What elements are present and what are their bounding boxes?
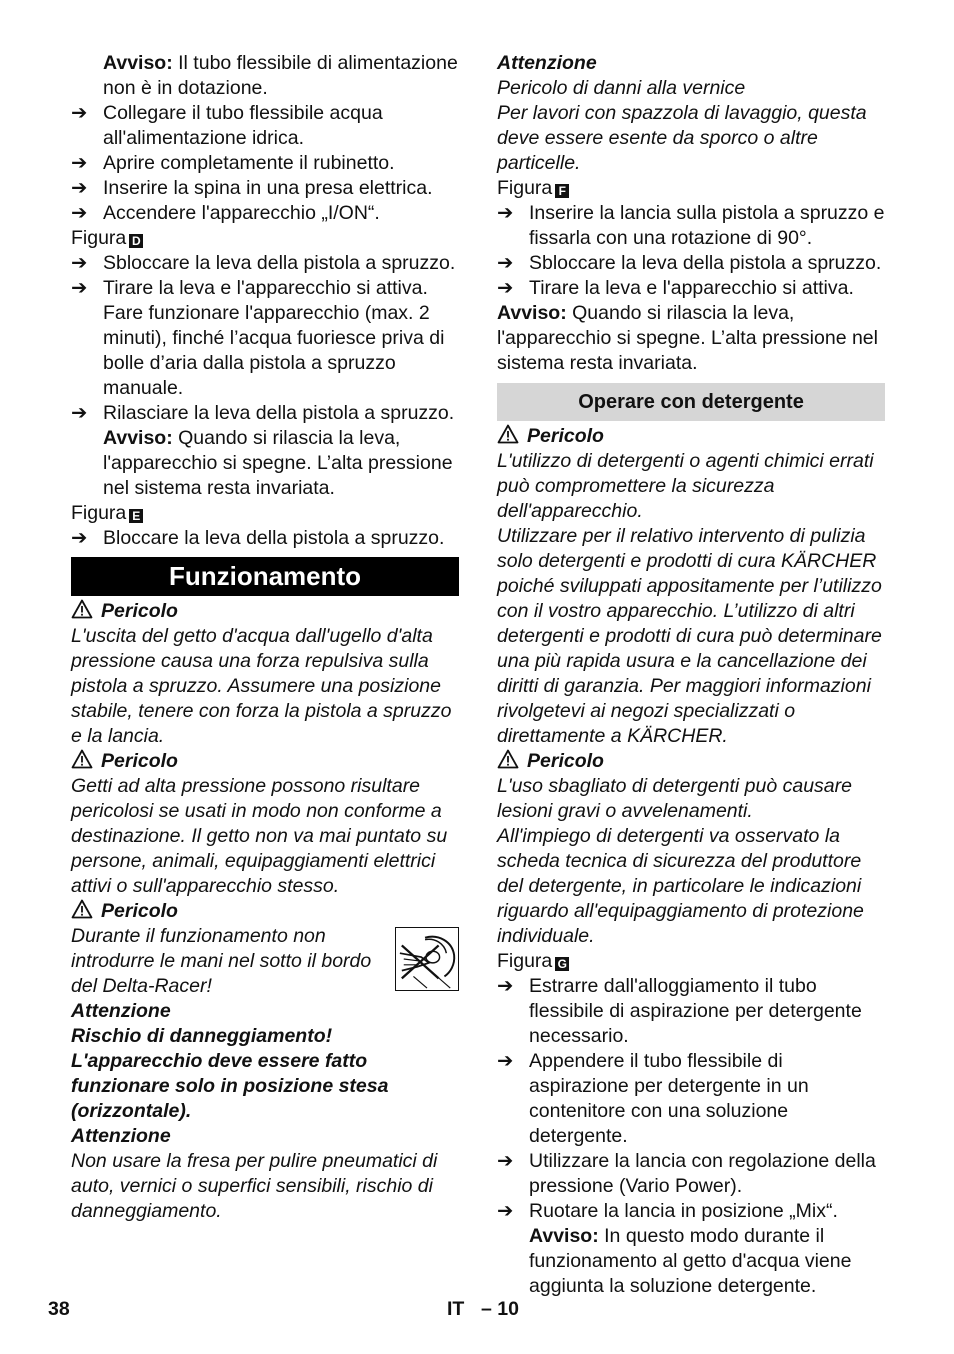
arrow-icon: ➔ [497, 975, 514, 997]
caution-heading: Attenzione [71, 1125, 171, 1147]
arrow-icon: ➔ [71, 402, 88, 424]
caution-text: Rischio di danneggiamento! L'apparecchio deve essere fatto funzionare solo in posizione stesa (orizzontale). [71, 1025, 389, 1122]
arrow-icon: ➔ [71, 177, 88, 199]
hand-under-edge-warning-icon [395, 927, 459, 991]
arrow-icon: ➔ [497, 277, 514, 299]
arrow-icon: ➔ [497, 1050, 514, 1072]
step-item: ➔ Inserire la spina in una presa elettrica. [71, 177, 433, 199]
section-heading-detergente: Operare con detergente [497, 383, 885, 421]
step-item: ➔ Estrarre dall'alloggiamento il tubo flessibile di aspirazione per detergente necessario. [497, 975, 862, 1047]
step-item: ➔ Sbloccare la leva della pistola a spruzzo. [497, 252, 882, 274]
caution-text: Per lavori con spazzola di lavaggio, questa deve essere esente da sporco o altre particelle. [497, 102, 867, 174]
warning-triangle-icon [71, 599, 93, 619]
warning-triangle-icon [71, 899, 93, 919]
arrow-icon: ➔ [497, 1150, 514, 1172]
caution-heading: Attenzione [497, 52, 597, 74]
notice-lever-release: Avviso: Quando si rilascia la leva, l'apparecchio si spegne. L’alta pressione nel sistema resta invariata. [497, 302, 878, 374]
step-item: ➔ Utilizzare la lancia con regolazione della pressione (Vario Power). [497, 1150, 876, 1197]
arrow-icon: ➔ [71, 152, 88, 174]
arrow-icon: ➔ [71, 527, 88, 549]
figure-letter-e: E [129, 509, 143, 523]
danger-with-illustration [71, 924, 459, 999]
figure-letter-f: F [555, 184, 569, 198]
footer-section-page: – 10 [481, 1298, 519, 1320]
arrow-icon: ➔ [497, 1200, 514, 1222]
danger-text: L'uso sbagliato di detergenti può causare lesioni gravi o avvelenamenti. [497, 775, 852, 822]
step-item: ➔ Tirare la leva e l'apparecchio si attiva. [497, 277, 854, 299]
figure-reference-g: Figura G [497, 949, 885, 974]
step-item: ➔ Accendere l'apparecchio „I/ON“. [71, 202, 380, 224]
caution-text: Pericolo di danni alla vernice [497, 77, 746, 99]
warning-triangle-icon [71, 749, 93, 769]
danger-text: Durante il funzionamento non introdurre le mani nel sotto il bordo del Delta-Racer! [71, 925, 372, 997]
danger-heading: Pericolo [497, 749, 885, 774]
step-item: ➔ Collegare il tubo flessibile acqua all'alimentazione idrica. [71, 102, 383, 149]
arrow-icon: ➔ [497, 252, 514, 274]
figure-reference-e: Figura E [71, 501, 459, 526]
figure-reference-f: Figura F [497, 176, 885, 201]
arrow-icon: ➔ [497, 202, 514, 224]
danger-heading: Pericolo [71, 749, 459, 774]
figure-letter-d: D [129, 234, 143, 248]
warning-triangle-icon [497, 749, 519, 769]
step-item: ➔ Appendere il tubo flessibile di aspirazione per detergente in un contenitore con una soluzione detergente. [497, 1050, 809, 1147]
danger-text: L'uscita del getto d'acqua dall'ugello d'alta pressione causa una forza repulsiva sulla pistola a spruzzo. Assumere una posizione stabile, tenere con forza la pistola a spruzzo e la lancia. [71, 625, 452, 747]
danger-text: All'impiego di detergenti va osservato la scheda tecnica di sicurezza del produttore del detergente, in particolare le indicazioni riguardo all'equipaggiamento di protezione individuale. [497, 825, 864, 947]
step-item: ➔ Rilasciare la leva della pistola a spruzzo. [71, 402, 455, 424]
step-item: ➔ Tirare la leva e l'apparecchio si attiva. Fare funzionare l'apparecchio (max. 2 minuti), finché l’acqua fuoriesce priva di bolle d’aria dalla pistola a spruzzo manuale. [71, 277, 445, 399]
arrow-icon: ➔ [71, 102, 88, 124]
arrow-icon: ➔ [71, 202, 88, 224]
caution-heading: Attenzione [71, 1000, 171, 1022]
figure-letter-g: G [555, 957, 569, 971]
danger-heading: Pericolo [71, 599, 459, 624]
caution-text: Non usare la fresa per pulire pneumatici di auto, vernici o superfici sensibili, rischio di danneggiamento. [71, 1150, 438, 1222]
footer-language: IT [447, 1298, 465, 1320]
danger-heading: Pericolo [71, 899, 459, 924]
step-item: ➔ Inserire la lancia sulla pistola a spruzzo e fissarla con una rotazione di 90°. [497, 202, 885, 249]
figure-reference-d: Figura D [71, 226, 459, 251]
arrow-icon: ➔ [71, 252, 88, 274]
step-item: ➔ Sbloccare la leva della pistola a spruzzo. [71, 252, 456, 274]
step-item: ➔ Ruotare la lancia in posizione „Mix“. [497, 1200, 838, 1222]
notice-supply-hose: Avviso: Il tubo flessibile di alimentazione non è in dotazione. [103, 52, 458, 99]
danger-heading: Pericolo [497, 424, 885, 449]
page-number: 38 [48, 1298, 70, 1320]
arrow-icon: ➔ [71, 277, 88, 299]
danger-text: L'utilizzo di detergenti o agenti chimici errati può compromettere la sicurezza dell'apparecchio. [497, 450, 874, 522]
danger-text: Utilizzare per il relativo intervento di pulizia solo detergenti e prodotti di cura KÄRCHER poiché sviluppati appositamente per l’utilizzo con il vostro apparecchio. L’utilizzo di altri detergenti e prodotti di cura può determinare una più rapida usura e la cancellazione dei diritti di garanzia. Per maggiori informazioni rivolgetevi ai negozi specializzati o direttamente a KÄRCHER. [497, 525, 882, 747]
left-column [71, 51, 459, 1224]
section-heading-funzionamento: Funzionamento [71, 557, 459, 596]
warning-triangle-icon [497, 424, 519, 444]
danger-text: Getti ad alta pressione possono risultare pericolosi se usati in modo non conforme a destinazione. Il getto non va mai puntato su persone, animali, equipaggiamenti elettrici attivi o sull'apparecchio stesso. [71, 775, 448, 897]
step-item: ➔ Aprire completamente il rubinetto. [71, 152, 395, 174]
right-column [497, 51, 885, 1299]
notice-mix-mode: Avviso: In questo modo durante il funzionamento al getto d'acqua viene aggiunta la soluzione detergente. [529, 1225, 852, 1297]
notice-lever-release: Avviso: Quando si rilascia la leva, l'apparecchio si spegne. L’alta pressione nel sistema resta invariata. [103, 427, 453, 499]
step-item: ➔ Bloccare la leva della pistola a spruzzo. [71, 527, 445, 549]
